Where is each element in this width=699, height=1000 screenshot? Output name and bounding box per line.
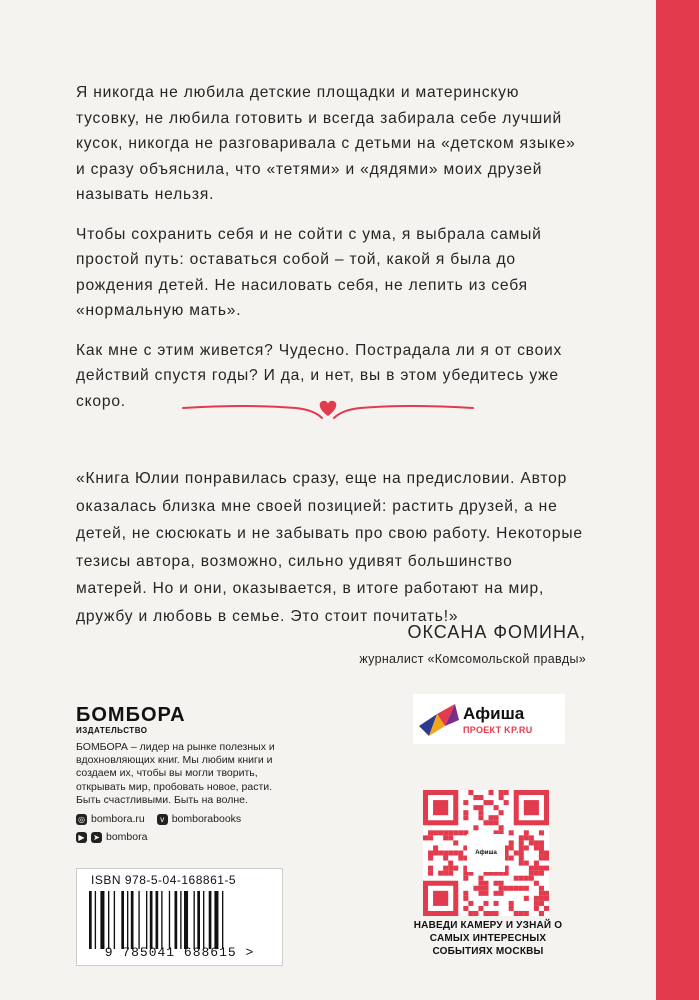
book-spine-stripe	[656, 0, 699, 1000]
qr-code	[423, 790, 549, 916]
social-site: bombora.ru	[91, 813, 145, 826]
afisha-bird-icon	[415, 696, 461, 742]
barcode-number: 9 785041 688615 >	[104, 945, 255, 960]
afisha-title: Афиша	[463, 704, 525, 723]
youtube-icon: ▶	[76, 832, 87, 843]
quote-block	[76, 465, 586, 630]
afisha-subtitle: ПРОЕКТ KP.RU	[463, 725, 533, 735]
publisher-description: БОМБОРА – лидер на рынке полезных и вдохновляющих книг. Мы любим книги и создаем их, чтобы вы могли творить, открывать мир, пробовать новое, расти. Быть счастливыми. Быть на волне.	[76, 741, 275, 806]
isbn-barcode-box	[76, 868, 283, 966]
quote-author: ОКСАНА ФОМИНА,	[407, 622, 586, 642]
isbn-label: ISBN 978-5-04-168861-5	[91, 873, 237, 887]
vk-icon: v	[157, 814, 168, 825]
qr-caption: НАВЕДИ КАМЕРУ И УЗНАЙ О САМЫХ ИНТЕРЕСНЫХ СОБЫТИЯХ МОСКВЫ	[413, 920, 563, 957]
main-text-block	[76, 80, 576, 428]
barcode-icon	[89, 891, 271, 949]
afisha-logo	[413, 694, 565, 744]
heart-icon	[320, 401, 337, 416]
telegram-icon: ➤	[91, 832, 102, 843]
social-row-2	[76, 831, 276, 843]
paragraph-1: Я никогда не любила детские площадки и материнскую тусовку, не любила готовить и всегда забирала себе лучший кусок, никогда не разговаривала с детьми на «детском языке» и сразу объяснила, что «тетями» и «дядями» моих друзей называть нельзя.	[76, 84, 576, 203]
social-row-1	[76, 813, 276, 825]
quote-author-role: журналист «Комсомольской правды»	[359, 652, 586, 666]
social-vk: bomborabooks	[171, 813, 242, 826]
divider-left-line	[183, 406, 322, 418]
qr-center-logo: Афиша	[467, 834, 505, 872]
paragraph-3: Как мне с этим живется? Чудесно. Пострадала ли я от своих действий спустя годы? И да, и нет, вы в этом убедитесь уже скоро.	[76, 341, 563, 410]
quote-text: «Книга Юлии понравилась сразу, еще на предисловии. Автор оказалась близка мне своей позицией: растить друзей, а не детей, не сюсюкать и не забывать про свою работу. Некоторые тезисы автора, возможно, сильно удивят большинство матерей. Но и они, оказывается, в итоге работают на мир, дружбу и любовь в семье. Это стоит почитать!»	[76, 470, 583, 625]
publisher-block	[76, 704, 276, 843]
divider-right-line	[334, 406, 473, 418]
paragraph-2: Чтобы сохранить себя и не сойти с ума, я выбрала самый простой путь: оставаться собой – той, какой я была до рождения детей. Не насиловать себя, не лепить из себя «нормальную мать».	[76, 225, 542, 319]
publisher-logo: БОМБОРА	[76, 704, 186, 726]
publisher-logo-sub: ИЗДАТЕЛЬСТВО	[76, 726, 148, 735]
heart-divider	[178, 394, 478, 424]
social-messengers: bombora	[106, 831, 148, 844]
web-icon: ◎	[76, 814, 87, 825]
